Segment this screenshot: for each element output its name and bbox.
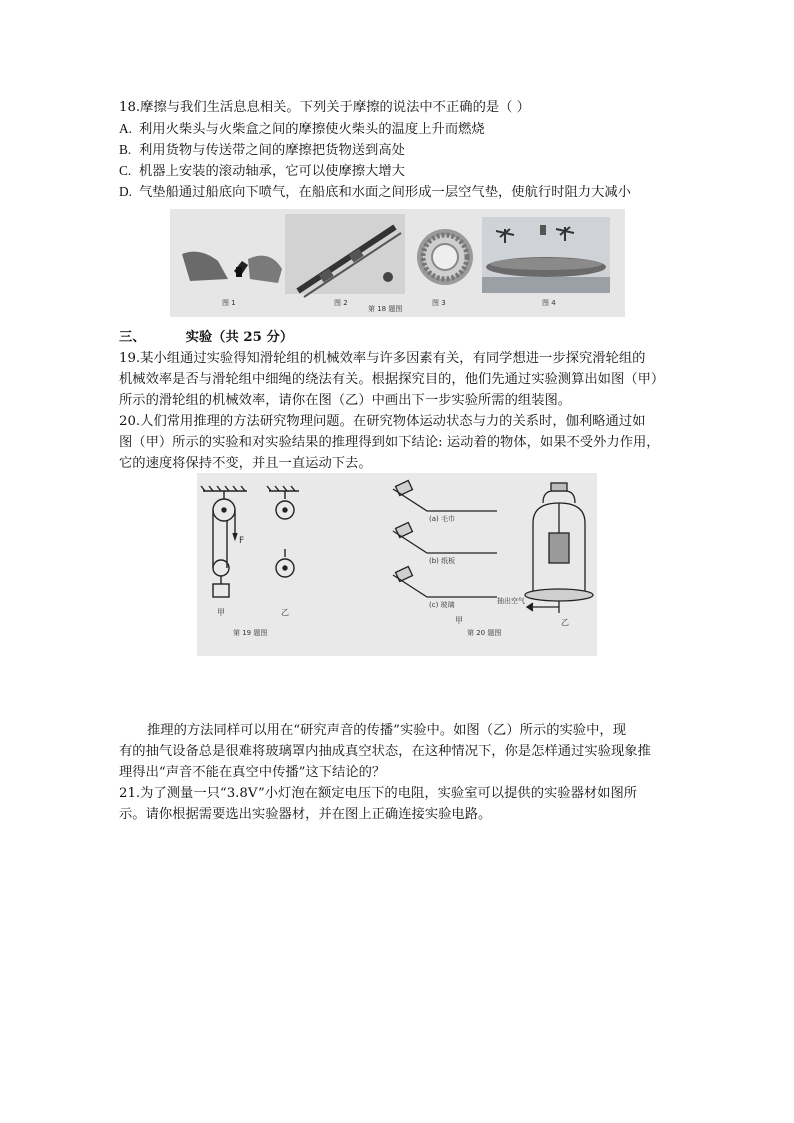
- q19-line-2: 机械效率是否与滑轮组中细绳的绕法有关。根据探究目的，他们先通过实验测算出如图（甲）: [119, 372, 665, 387]
- pump-label: 抽出空气: [497, 597, 525, 605]
- fig18-label-3: 图 3: [432, 299, 446, 307]
- section-number: 三、: [119, 330, 146, 345]
- q18-option-d: [119, 182, 631, 203]
- q20-line-3: 它的速度将保持不变，并且一直运动下去。: [119, 456, 372, 471]
- option-text: 利用火柴头与火柴盒之间的摩擦使火柴头的温度上升而燃烧: [139, 122, 485, 137]
- fig20-caption: 第 20 题图: [467, 629, 502, 637]
- q18-stem: 18.摩擦与我们生活息息相关。下列关于摩擦的说法中不正确的是（ ）: [119, 100, 530, 115]
- option-text: 机器上安装的滚动轴承，它可以使摩擦大增大: [139, 164, 405, 179]
- fig20-yi-label: 乙: [561, 618, 569, 627]
- q21-line-1: 21.为了测量一只“3.8V”小灯泡在额定电压下的电阻，实验室可以提供的实验器材如图所: [119, 786, 638, 801]
- q19-q20-figure: [197, 473, 597, 656]
- option-text: 利用货物与传送带之间的摩擦把货物送到高处: [139, 143, 405, 158]
- q20-cont-line-2: 有的抽气设备总是很难将玻璃罩内抽成真空状态，在这种情况下，你是怎样通过实验现象推: [119, 744, 651, 759]
- section-heading: [119, 328, 293, 348]
- q18-option-a: [119, 119, 485, 140]
- q19-line-3: 所示的滑轮组的机械效率，请你在图（乙）中画出下一步实验所需的组装图。: [119, 393, 572, 408]
- fig19-yi-label: 乙: [281, 608, 289, 617]
- option-letter: C.: [119, 163, 132, 178]
- surface-cardboard: (b) 纸板: [429, 557, 456, 565]
- fig18-caption: 第 18 题图: [368, 305, 403, 313]
- conveyor-belt-image: [285, 214, 405, 297]
- fig19-caption: 第 19 题图: [233, 629, 268, 637]
- surface-glass: (c) 玻璃: [429, 601, 455, 609]
- q21-line-2: 示。请你根据需要选出实验器材，并在图上正确连接实验电路。: [119, 807, 492, 822]
- option-letter: A.: [119, 121, 132, 136]
- q20-cont-line-3: 理得出“声音不能在真空中传播”这下结论的？: [119, 765, 386, 780]
- fig19-jia-label: 甲: [217, 608, 225, 617]
- fig18-label-4: 图 4: [542, 299, 556, 307]
- fig20-jia-label: 甲: [455, 616, 463, 625]
- fig18-label-2: 图 2: [334, 299, 348, 307]
- section-title: 实验（共 25 分）: [185, 330, 294, 345]
- option-text: 气垫船通过船底向下喷气，在船底和水面之间形成一层空气垫，使航行时阻力大减小: [139, 185, 631, 200]
- force-label: F: [239, 536, 245, 546]
- hovercraft-image: [482, 217, 610, 293]
- fig18-label-1: 图 1: [222, 299, 236, 307]
- q20-line-1: 20.人们常用推理的方法研究物理问题。在研究物体运动状态与力的关系时，伽利略通过如: [119, 414, 646, 429]
- q18-option-b: [119, 140, 405, 161]
- option-letter: B.: [119, 142, 132, 157]
- surface-towel: (a) 毛巾: [429, 515, 455, 523]
- option-letter: D.: [119, 184, 132, 199]
- q20-cont-line-1: 推理的方法同样可以用在“研究声音的传播”实验中。如图（乙）所示的实验中，现: [147, 723, 626, 738]
- q18-figure: [170, 209, 625, 317]
- q18-option-c: [119, 161, 405, 182]
- q19-line-1: 19.某小组通过实验得知滑轮组的机械效率与许多因素有关，有同学想进一步探究滑轮组的: [119, 351, 646, 366]
- q20-line-2: 图（甲）所示的实验和对实验结果的推理得到如下结论: 运动着的物体，如果不受外力作用，: [119, 435, 660, 450]
- ball-bearing-image: [417, 229, 473, 285]
